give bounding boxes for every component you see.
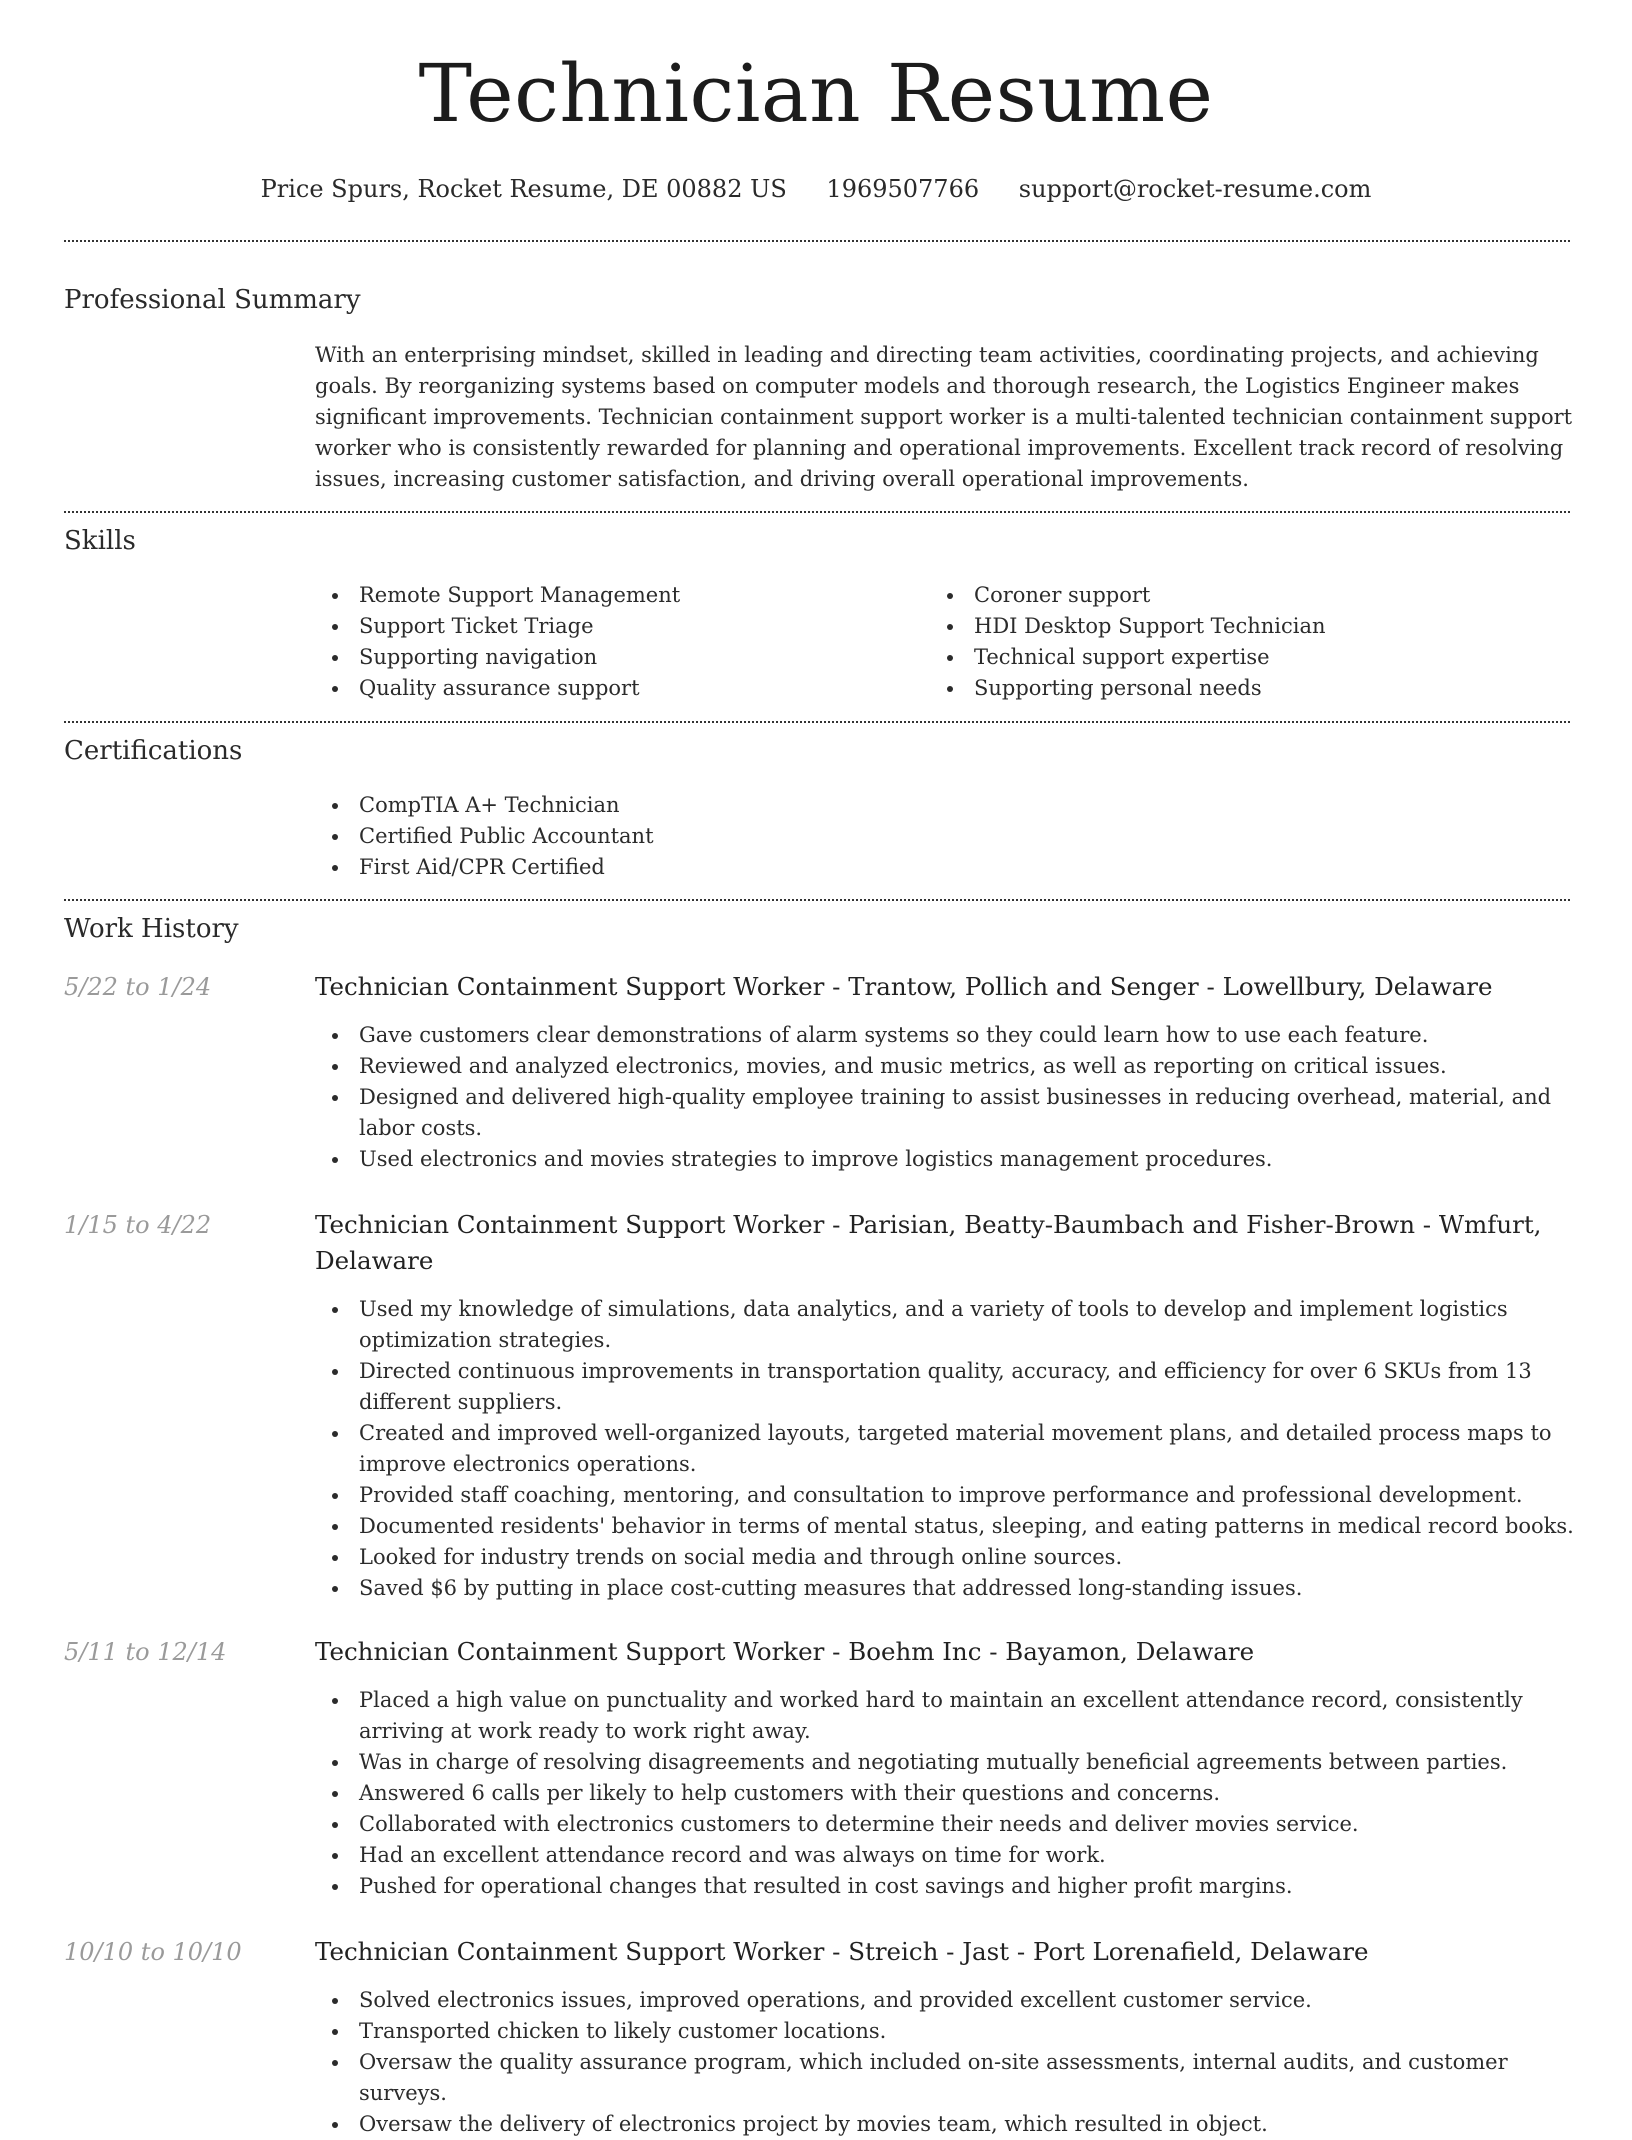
skills-list-right bbox=[930, 580, 1570, 704]
skill-item: Supporting navigation bbox=[315, 642, 915, 673]
job-bullet: Used electronics and movies strategies to improve logistics management procedures. bbox=[315, 1144, 1575, 1175]
section-title-work-history: Work History bbox=[64, 914, 239, 944]
job-bullet: Oversaw the delivery of electronics project by movies team, which resulted in object. bbox=[315, 2109, 1575, 2140]
job-separator: - bbox=[824, 1937, 849, 1966]
job-location: Bayamon, Delaware bbox=[1005, 1637, 1255, 1666]
skills-list-left bbox=[315, 580, 915, 704]
contact-phone: 1969507766 bbox=[826, 175, 980, 203]
section-title-skills: Skills bbox=[64, 526, 136, 556]
certification-item: Certified Public Accountant bbox=[315, 821, 1575, 852]
skill-item: Remote Support Management bbox=[315, 580, 915, 611]
job-title bbox=[315, 1634, 1575, 1670]
divider bbox=[64, 511, 1570, 513]
skill-item: Quality assurance support bbox=[315, 673, 915, 704]
job-separator: - bbox=[1198, 972, 1223, 1001]
job-bullet: Solved electronics issues, improved operations, and provided excellent customer service. bbox=[315, 1985, 1575, 2016]
job-title bbox=[315, 1934, 1575, 1970]
section-title-summary: Professional Summary bbox=[64, 285, 361, 315]
resume-title: Technician Resume bbox=[418, 47, 1214, 140]
skill-item: Supporting personal needs bbox=[930, 673, 1570, 704]
contact-address: Price Spurs, Rocket Resume, DE 00882 US bbox=[260, 175, 787, 203]
job-dates: 5/11 to 12/14 bbox=[64, 1638, 227, 1666]
job-bullet: Collaborated with electronics customers to determine their needs and deliver movies service. bbox=[315, 1809, 1575, 1840]
job-bullet: Looked for industry trends on social media and through online sources. bbox=[315, 1542, 1575, 1573]
skill-item: Technical support expertise bbox=[930, 642, 1570, 673]
job-bullet: Was in charge of resolving disagreements and negotiating mutually beneficial agreements between parties. bbox=[315, 1747, 1575, 1778]
job-separator: - bbox=[1414, 1210, 1439, 1239]
certification-item: CompTIA A+ Technician bbox=[315, 790, 1575, 821]
job-separator: - bbox=[981, 1637, 1006, 1666]
job-bullet: Saved $6 by putting in place cost-cutting measures that addressed long-standing issues. bbox=[315, 1573, 1575, 1604]
job-title bbox=[315, 1207, 1575, 1279]
job-company: Trantow, Pollich and Senger bbox=[848, 972, 1199, 1001]
job-role: Technician Containment Support Worker bbox=[315, 972, 825, 1001]
contact-line bbox=[0, 170, 1632, 208]
job-bullet: Reviewed and analyzed electronics, movies, and music metrics, as well as reporting on critical issues. bbox=[315, 1051, 1575, 1082]
job-bullet: Gave customers clear demonstrations of alarm systems so they could learn how to use each feature. bbox=[315, 1020, 1575, 1051]
job-bullet: Directed continuous improvements in transportation quality, accuracy, and efficiency for over 6 SKUs from 13 different suppliers. bbox=[315, 1356, 1575, 1418]
job-dates: 5/22 to 1/24 bbox=[64, 973, 212, 1001]
job-separator: - bbox=[1009, 1937, 1033, 1966]
job-location: Lowellbury, Delaware bbox=[1222, 972, 1493, 1001]
job-separator: - bbox=[824, 972, 849, 1001]
job-bullet: Created and improved well-organized layouts, targeted material movement plans, and detailed process maps to improve electronics operations. bbox=[315, 1418, 1575, 1480]
job-bullet: Documented residents' behavior in terms of mental status, sleeping, and eating patterns in medical record books. bbox=[315, 1511, 1575, 1542]
job-bullet: Answered 6 calls per likely to help customers with their questions and concerns. bbox=[315, 1778, 1575, 1809]
job-bullet: Used my knowledge of simulations, data analytics, and a variety of tools to develop and implement logistics optimization strategies. bbox=[315, 1294, 1575, 1356]
job-role: Technician Containment Support Worker bbox=[315, 1210, 825, 1239]
job-bullet: Pushed for operational changes that resulted in cost savings and higher profit margins. bbox=[315, 1871, 1575, 1902]
divider bbox=[64, 240, 1570, 242]
contact-email: support@rocket-resume.com bbox=[1018, 175, 1372, 203]
job-role: Technician Containment Support Worker bbox=[315, 1937, 825, 1966]
job-separator: - bbox=[824, 1637, 849, 1666]
certifications-list bbox=[315, 790, 1575, 883]
job-bullet: Designed and delivered high-quality employee training to assist businesses in reducing overhead, material, and labor costs. bbox=[315, 1082, 1575, 1144]
job-title bbox=[315, 969, 1575, 1005]
job-bullets bbox=[315, 1294, 1575, 1604]
summary-text: With an enterprising mindset, skilled in leading and directing team activities, coordinating projects, and achieving goals. By reorganizing systems based on computer models and thorough research, the Logistics Engineer makes significant improvements. Technician containment support worker is a multi-talented technician containment support worker who is consistently rewarded for planning and operational improvements. Excellent track record of resolving issues, increasing customer satisfaction, and driving overall operational improvements. bbox=[315, 343, 1573, 491]
job-company: Streich - Jast bbox=[848, 1937, 1010, 1966]
divider bbox=[64, 721, 1570, 723]
job-bullets bbox=[315, 1985, 1575, 2140]
job-separator: - bbox=[824, 1210, 849, 1239]
divider bbox=[64, 899, 1570, 901]
job-bullet: Placed a high value on punctuality and worked hard to maintain an excellent attendance record, consistently arriving at work ready to work right away. bbox=[315, 1685, 1575, 1747]
job-dates: 10/10 to 10/10 bbox=[64, 1938, 242, 1966]
job-dates: 1/15 to 4/22 bbox=[64, 1211, 212, 1239]
job-bullet: Had an excellent attendance record and was always on time for work. bbox=[315, 1840, 1575, 1871]
job-company: Parisian, Beatty-Baumbach and Fisher-Brown bbox=[848, 1210, 1415, 1239]
job-bullets bbox=[315, 1020, 1575, 1175]
job-bullet: Transported chicken to likely customer locations. bbox=[315, 2016, 1575, 2047]
job-bullets bbox=[315, 1685, 1575, 1902]
skill-item: HDI Desktop Support Technician bbox=[930, 611, 1570, 642]
job-company: Boehm Inc bbox=[848, 1637, 982, 1666]
job-location: Port Lorenafield, Delaware bbox=[1032, 1937, 1369, 1966]
section-title-certifications: Certifications bbox=[64, 736, 243, 766]
job-bullet: Oversaw the quality assurance program, which included on-site assessments, internal audits, and customer surveys. bbox=[315, 2047, 1575, 2109]
skill-item: Coroner support bbox=[930, 580, 1570, 611]
skill-item: Support Ticket Triage bbox=[315, 611, 915, 642]
certification-item: First Aid/CPR Certified bbox=[315, 852, 1575, 883]
job-bullet: Provided staff coaching, mentoring, and consultation to improve performance and professional development. bbox=[315, 1480, 1575, 1511]
job-role: Technician Containment Support Worker bbox=[315, 1637, 825, 1666]
job-location: Wmfurt, Delaware bbox=[315, 1210, 1542, 1275]
